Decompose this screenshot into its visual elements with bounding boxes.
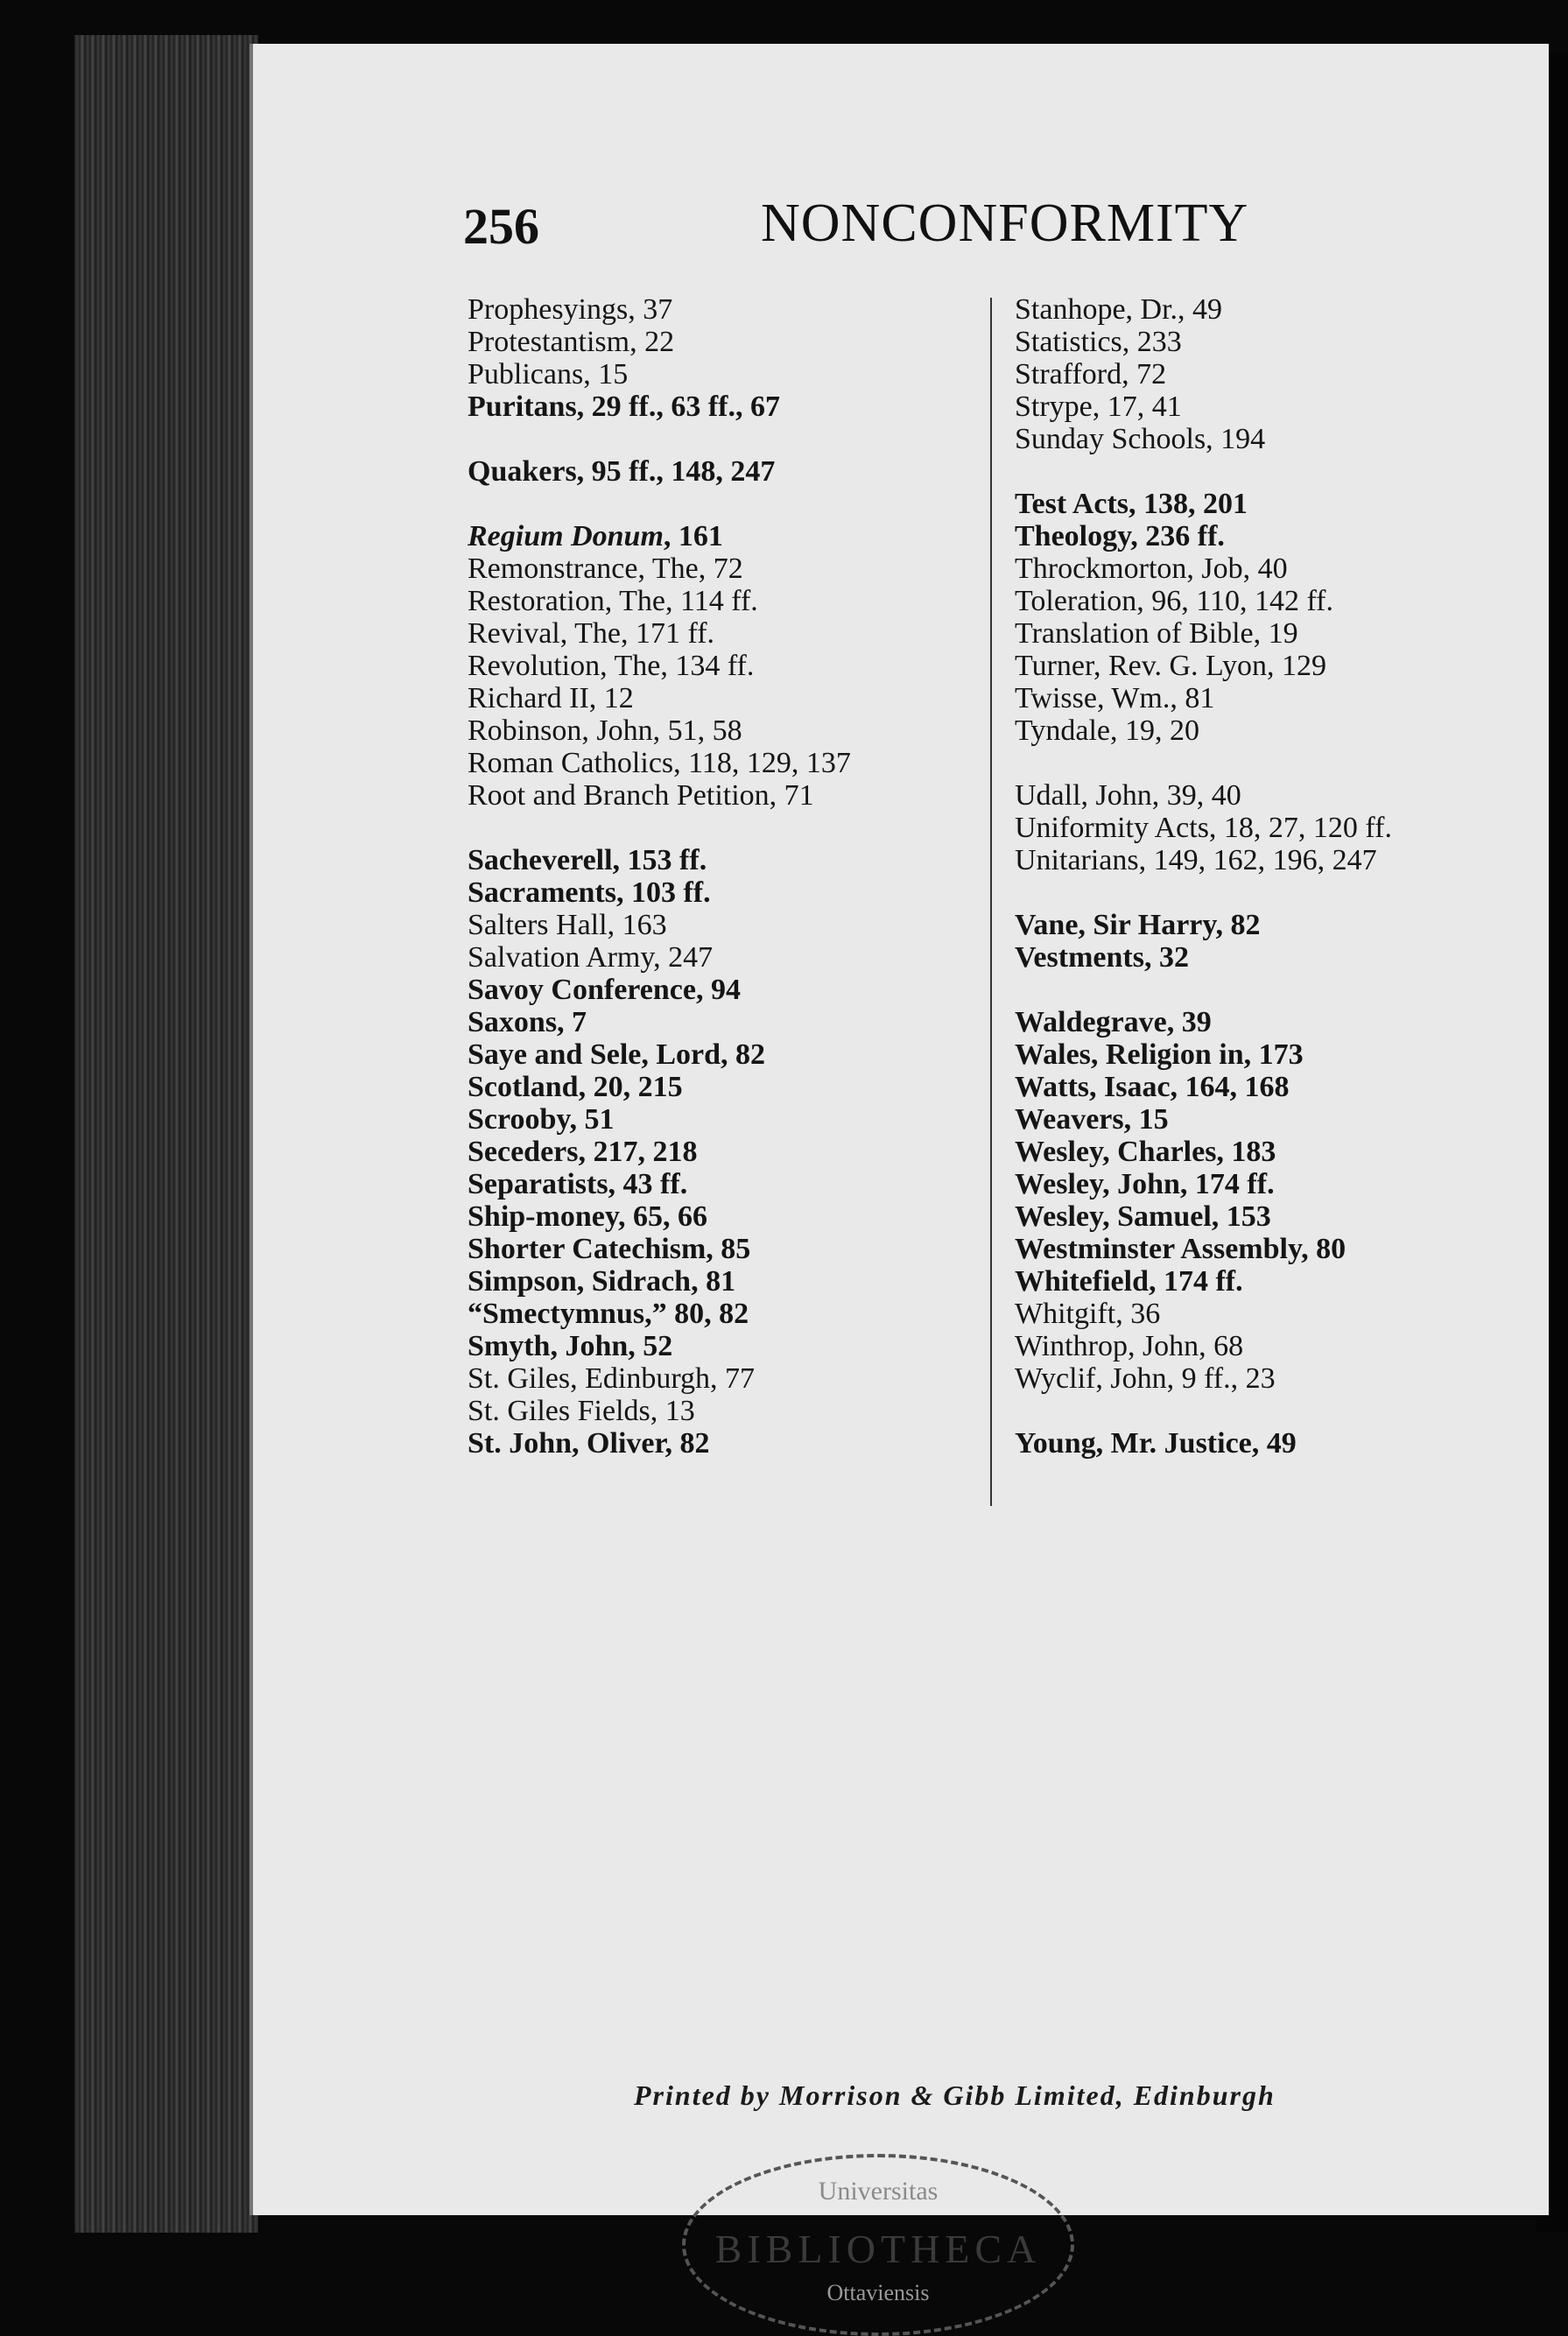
index-entry: Puritans, 29 ff., 63 ff., 67 xyxy=(468,391,780,423)
index-entry: Wesley, Charles, 183 xyxy=(1015,1136,1276,1168)
index-entry: Prophesyings, 37 xyxy=(468,293,673,326)
italic-term: Regium Donum xyxy=(468,520,664,552)
index-column-right xyxy=(1015,293,1540,1460)
index-entry: Richard II, 12 xyxy=(468,682,634,714)
index-entry: Unitarians, 149, 162, 196, 247 xyxy=(1015,844,1377,876)
column-divider xyxy=(990,298,992,1506)
index-entry: Restoration, The, 114 ff. xyxy=(468,585,758,617)
index-entry: Wesley, Samuel, 153 xyxy=(1015,1200,1271,1233)
index-entry: Protestantism, 22 xyxy=(468,326,675,358)
letter-group-gap xyxy=(1015,876,1540,909)
index-entry: Watts, Isaac, 164, 168 xyxy=(1015,1071,1290,1103)
page-number: 256 xyxy=(463,198,539,255)
index-entry: Scotland, 20, 215 xyxy=(468,1071,683,1103)
letter-group-gap xyxy=(1015,747,1540,779)
index-entry: Sacheverell, 153 ff. xyxy=(468,844,707,876)
index-entry: Sacraments, 103 ff. xyxy=(468,876,711,909)
index-entry: Remonstrance, The, 72 xyxy=(468,552,743,585)
index-entry: Whitgift, 36 xyxy=(1015,1298,1161,1330)
letter-group-gap xyxy=(468,812,993,844)
index-entry: Statistics, 233 xyxy=(1015,326,1182,358)
index-entry: Twisse, Wm., 81 xyxy=(1015,682,1215,714)
index-entry: Robinson, John, 51, 58 xyxy=(468,714,742,747)
book-spine-edge xyxy=(74,35,258,2233)
index-entry: Young, Mr. Justice, 49 xyxy=(1015,1427,1297,1460)
index-entry: Winthrop, John, 68 xyxy=(1015,1330,1244,1362)
index-entry: Theology, 236 ff. xyxy=(1015,520,1225,552)
index-entry: St. Giles Fields, 13 xyxy=(468,1395,695,1427)
index-entry: Roman Catholics, 118, 129, 137 xyxy=(468,747,851,779)
index-entry: Strafford, 72 xyxy=(1015,358,1167,391)
index-entry: Throckmorton, Job, 40 xyxy=(1015,552,1288,585)
index-entry: Salvation Army, 247 xyxy=(468,941,714,974)
letter-group-gap xyxy=(1015,1395,1540,1427)
index-entry: Revival, The, 171 ff. xyxy=(468,617,715,650)
stamp-bottom-text: Ottaviensis xyxy=(826,2280,930,2305)
index-entry: Vestments, 32 xyxy=(1015,941,1189,974)
letter-group-gap xyxy=(1015,974,1540,1006)
index-entry: Uniformity Acts, 18, 27, 120 ff. xyxy=(1015,812,1392,844)
index-entry: Smyth, John, 52 xyxy=(468,1330,673,1362)
index-entry: Tyndale, 19, 20 xyxy=(1015,714,1200,747)
index-entry: Turner, Rev. G. Lyon, 129 xyxy=(1015,650,1326,682)
index-entry: Saxons, 7 xyxy=(468,1006,587,1038)
book-page xyxy=(250,44,1549,2305)
stamp-middle-text: BIBLIOTHECA xyxy=(714,2227,1042,2271)
index-entry: Scrooby, 51 xyxy=(468,1103,615,1136)
index-entry: Regium Donum, 161 xyxy=(468,520,723,552)
printer-imprint: Printed by Morrison & Gibb Limited, Edinburgh xyxy=(634,2079,1276,2111)
index-entry: Shorter Catechism, 85 xyxy=(468,1233,751,1265)
index-entry: Vane, Sir Harry, 82 xyxy=(1015,909,1261,941)
index-entry: St. Giles, Edinburgh, 77 xyxy=(468,1362,756,1395)
index-entry: Weavers, 15 xyxy=(1015,1103,1169,1136)
index-entry: Revolution, The, 134 ff. xyxy=(468,650,755,682)
index-entry: Wyclif, John, 9 ff., 23 xyxy=(1015,1362,1276,1395)
index-entry: Udall, John, 39, 40 xyxy=(1015,779,1241,812)
index-entry: Whitefield, 174 ff. xyxy=(1015,1265,1243,1298)
index-entry: “Smectymnus,” 80, 82 xyxy=(468,1298,749,1330)
running-title: NONCONFORMITY xyxy=(761,193,1249,253)
index-entry: Separatists, 43 ff. xyxy=(468,1168,688,1200)
index-entry: Root and Branch Petition, 71 xyxy=(468,779,814,812)
index-entry: Wales, Religion in, 173 xyxy=(1015,1038,1304,1071)
index-entry: Translation of Bible, 19 xyxy=(1015,617,1298,650)
index-entry: Seceders, 217, 218 xyxy=(468,1136,698,1168)
index-entry: Savoy Conference, 94 xyxy=(468,974,741,1006)
stamp-top-text: Universitas xyxy=(818,2177,939,2206)
index-entry: Strype, 17, 41 xyxy=(1015,391,1182,423)
index-entry: Saye and Sele, Lord, 82 xyxy=(468,1038,766,1071)
index-entry: Stanhope, Dr., 49 xyxy=(1015,293,1223,326)
letter-group-gap xyxy=(468,423,993,455)
index-column-left xyxy=(468,293,993,1460)
library-stamp xyxy=(682,2154,1074,2336)
index-entry: Test Acts, 138, 201 xyxy=(1015,488,1248,520)
index-entry: Toleration, 96, 110, 142 ff. xyxy=(1015,585,1334,617)
letter-group-gap xyxy=(468,488,993,520)
index-entry: Ship-money, 65, 66 xyxy=(468,1200,707,1233)
index-entry: Waldegrave, 39 xyxy=(1015,1006,1212,1038)
letter-group-gap xyxy=(1015,455,1540,488)
index-entry: Quakers, 95 ff., 148, 247 xyxy=(468,455,776,488)
index-entry: Westminster Assembly, 80 xyxy=(1015,1233,1347,1265)
index-entry: St. John, Oliver, 82 xyxy=(468,1427,710,1460)
index-entry: Wesley, John, 174 ff. xyxy=(1015,1168,1275,1200)
index-entry: Simpson, Sidrach, 81 xyxy=(468,1265,736,1298)
index-entry: Salters Hall, 163 xyxy=(468,909,667,941)
index-entry: Sunday Schools, 194 xyxy=(1015,423,1266,455)
index-entry: Publicans, 15 xyxy=(468,358,629,391)
